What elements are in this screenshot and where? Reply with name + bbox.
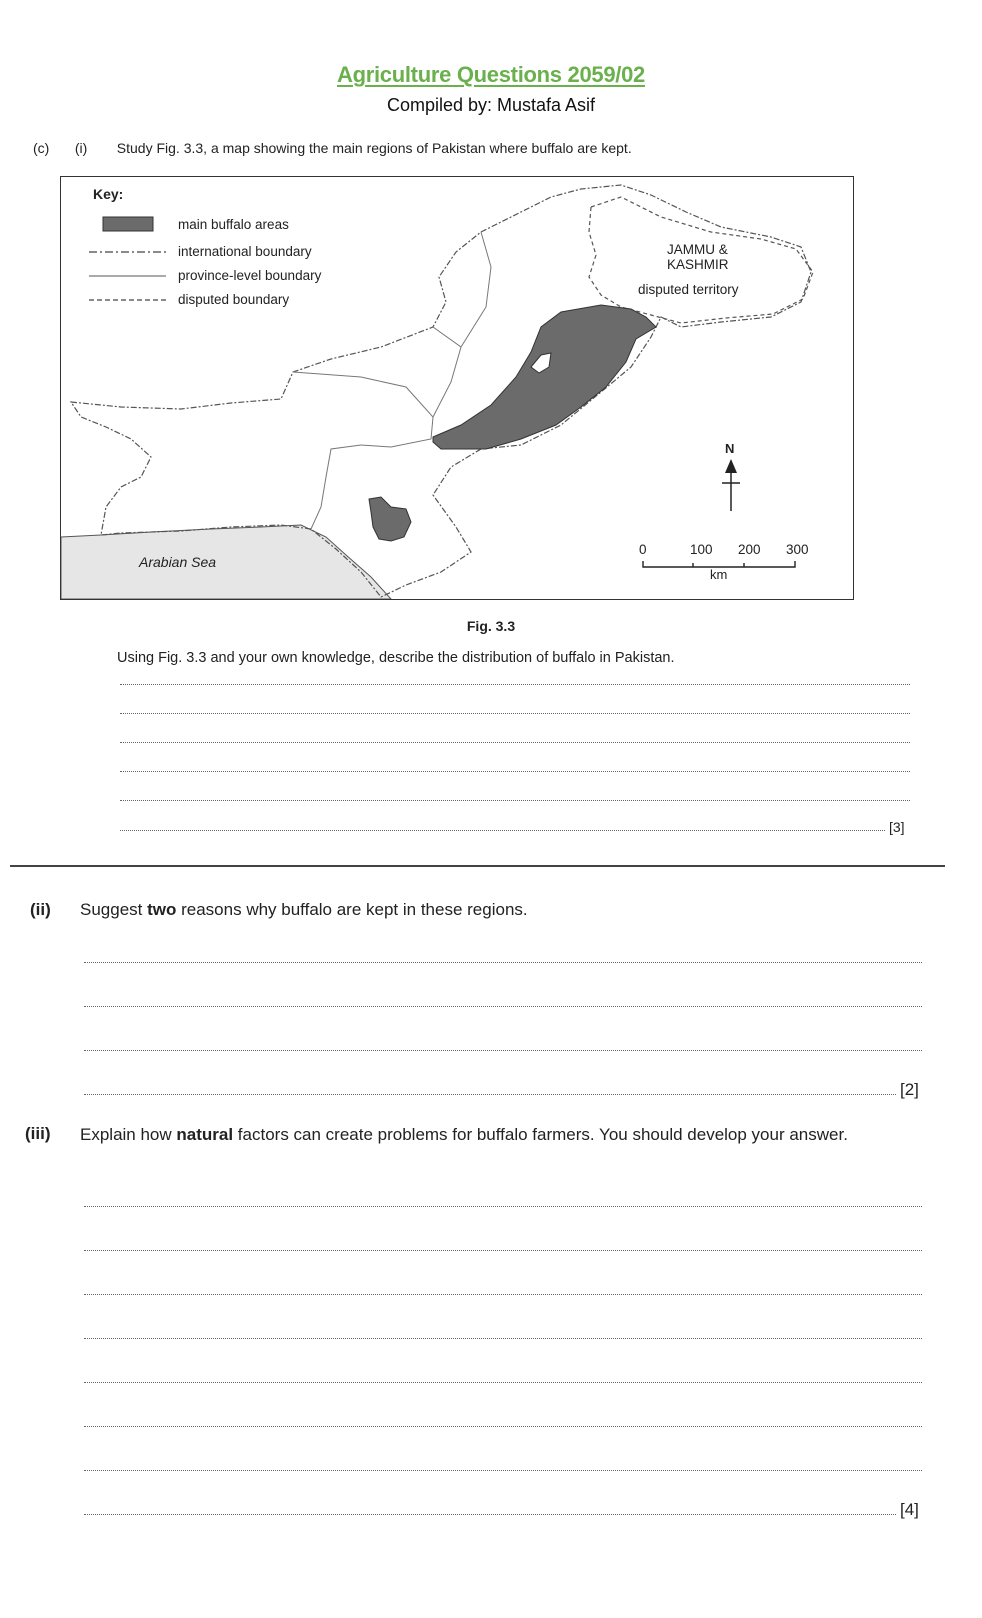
question-c-intro xyxy=(33,140,632,156)
buffalo-area-sindh xyxy=(369,497,411,541)
answer-line-ii-3[interactable] xyxy=(84,1050,922,1051)
answer-line-iii-4[interactable] xyxy=(84,1338,922,1339)
label-jammu: JAMMU & xyxy=(667,242,728,257)
north-label: N xyxy=(725,441,735,456)
answer-line-i-5[interactable] xyxy=(120,800,910,801)
arabian-sea-area xyxy=(61,525,391,599)
answer-line-i-1[interactable] xyxy=(120,684,910,685)
key-label-province: province-level boundary xyxy=(178,268,322,283)
answer-line-iii-5[interactable] xyxy=(84,1382,922,1383)
question-iii-prompt xyxy=(80,1124,940,1146)
north-arrow-icon xyxy=(725,459,737,473)
question-ii-prompt-after: reasons why buffalo are kept in these regions. xyxy=(176,900,528,919)
key-label-international: international boundary xyxy=(178,244,312,259)
scale-tick-300: 300 xyxy=(786,542,809,557)
answer-line-ii-1[interactable] xyxy=(84,962,922,963)
answer-line-i-3[interactable] xyxy=(120,742,910,743)
part-c-intro-text: Study Fig. 3.3, a map showing the main regions of Pakistan where buffalo are kept. xyxy=(116,140,632,156)
answer-line-i-2[interactable] xyxy=(120,713,910,714)
answer-line-iii-1[interactable] xyxy=(84,1206,922,1207)
document-title: Agriculture Questions 2059/02 xyxy=(337,62,645,87)
buffalo-area-punjab xyxy=(433,305,656,449)
question-iii-prompt-after: factors can create problems for buffalo farmers. You should develop your answer. xyxy=(233,1125,848,1144)
answer-line-i-6[interactable] xyxy=(120,830,885,831)
pakistan-map xyxy=(61,177,853,599)
compiled-by: Compiled by: Mustafa Asif xyxy=(386,95,596,115)
marks-i: [3] xyxy=(889,819,905,835)
figure-caption: Fig. 3.3 xyxy=(466,618,516,634)
question-ii-prompt xyxy=(80,900,528,920)
province-boundary-3 xyxy=(311,445,361,529)
part-c-label: (c) xyxy=(33,140,50,156)
answer-line-ii-2[interactable] xyxy=(84,1006,922,1007)
question-i-prompt: Using Fig. 3.3 and your own knowledge, describe the distribution of buffalo in Pakistan. xyxy=(117,650,675,666)
key-symbol-buffalo xyxy=(103,217,153,231)
scale-unit: km xyxy=(710,567,728,582)
answer-line-iii-7[interactable] xyxy=(84,1470,922,1471)
province-boundary-2 xyxy=(433,327,461,417)
question-ii-label: (ii) xyxy=(30,900,51,919)
answer-line-iii-2[interactable] xyxy=(84,1250,922,1251)
label-disputed-territory: disputed territory xyxy=(638,282,739,297)
key-label-buffalo: main buffalo areas xyxy=(178,217,289,232)
question-ii-prompt-bold: two xyxy=(147,900,177,919)
key-title: Key: xyxy=(93,186,124,202)
map-figure xyxy=(60,176,854,600)
question-iii-prompt-bold: natural xyxy=(176,1125,234,1144)
part-i-label: (i) xyxy=(74,140,88,156)
marks-ii: [2] xyxy=(900,1080,919,1099)
question-ii-prompt-before: Suggest xyxy=(80,900,148,919)
province-boundary-4 xyxy=(461,232,491,347)
province-boundary-1 xyxy=(293,372,433,447)
scale-tick-100: 100 xyxy=(690,542,713,557)
answer-line-iii-6[interactable] xyxy=(84,1426,922,1427)
scale-tick-0: 0 xyxy=(639,542,647,557)
answer-line-iii-8[interactable] xyxy=(84,1514,896,1515)
answer-line-iii-3[interactable] xyxy=(84,1294,922,1295)
answer-line-i-4[interactable] xyxy=(120,771,910,772)
question-iii-label: (iii) xyxy=(25,1124,51,1143)
section-divider xyxy=(10,865,945,867)
scale-tick-200: 200 xyxy=(738,542,761,557)
question-iii-prompt-before: Explain how xyxy=(80,1125,177,1144)
marks-iii: [4] xyxy=(900,1500,919,1519)
answer-line-ii-4[interactable] xyxy=(84,1094,896,1095)
label-arabian-sea: Arabian Sea xyxy=(139,554,217,570)
label-kashmir: KASHMIR xyxy=(667,257,729,272)
key-label-disputed: disputed boundary xyxy=(178,292,290,307)
